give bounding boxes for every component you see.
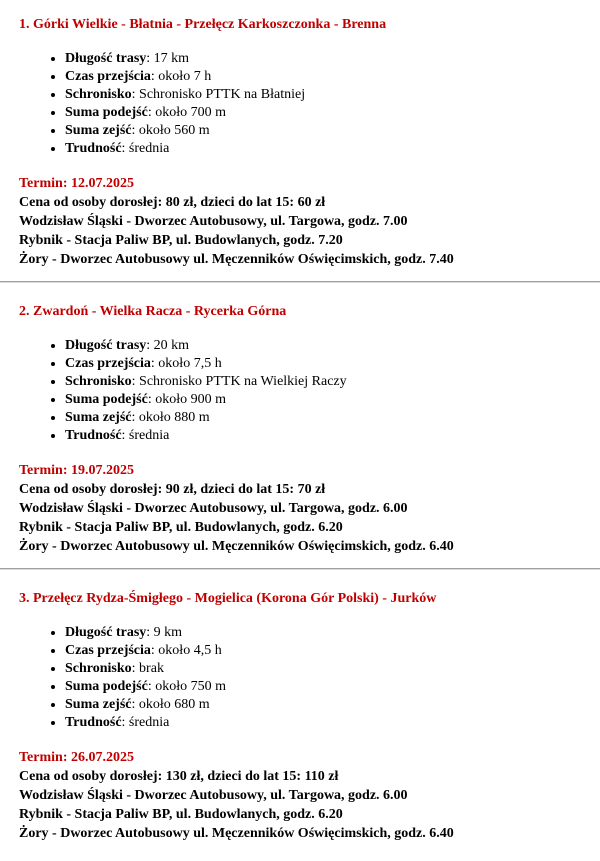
detail-item: [65, 86, 600, 104]
detail-item: [65, 714, 600, 732]
detail-label: Schronisko: [65, 661, 132, 676]
trip-info: [19, 445, 600, 568]
detail-item: [65, 409, 600, 427]
detail-label: Trudność: [65, 141, 122, 156]
detail-value: : około 900 m: [147, 392, 227, 407]
departure-point: Żory - Dworzec Autobusowy ul. Męczenników Oświęcimskich, godz. 6.40: [19, 826, 454, 841]
trip-date: Termin: 26.07.2025: [19, 750, 134, 765]
trip-title: 2. Zwardoń - Wielka Racza - Rycerka Górna: [19, 304, 287, 319]
trip-details-list: [19, 50, 600, 158]
departure-point: Rybnik - Stacja Paliw BP, ul. Budowlanych, godz. 7.20: [19, 233, 343, 248]
departure-point: Wodzisław Śląski - Dworzec Autobusowy, ul. Targowa, godz. 7.00: [19, 214, 408, 229]
detail-label: Suma zejść: [65, 123, 132, 138]
detail-value: : około 4,5 h: [150, 643, 222, 658]
detail-item: [65, 355, 600, 373]
departure-point: Rybnik - Stacja Paliw BP, ul. Budowlanych, godz. 6.20: [19, 807, 343, 822]
detail-label: Suma zejść: [65, 697, 132, 712]
detail-value: : około 7,5 h: [150, 356, 222, 371]
trip-info: [19, 732, 600, 855]
detail-item: [65, 373, 600, 391]
detail-value: : średnia: [121, 715, 170, 730]
departure-point: Żory - Dworzec Autobusowy ul. Męczenników Oświęcimskich, godz. 7.40: [19, 252, 454, 267]
detail-item: [65, 678, 600, 696]
detail-label: Suma podejść: [65, 392, 148, 407]
detail-value: : około 700 m: [147, 105, 227, 120]
trip-title: 1. Górki Wielkie - Błatnia - Przełęcz Karkoszczonka - Brenna: [19, 17, 387, 32]
trip-section: [0, 283, 600, 568]
departure-point: Wodzisław Śląski - Dworzec Autobusowy, ul. Targowa, godz. 6.00: [19, 501, 408, 516]
detail-label: Czas przejścia: [65, 356, 151, 371]
trip-info: [19, 158, 600, 281]
trip-section: [0, 0, 600, 281]
detail-label: Schronisko: [65, 374, 132, 389]
detail-label: Suma podejść: [65, 105, 148, 120]
detail-label: Trudność: [65, 428, 122, 443]
detail-value: : 9 km: [146, 625, 183, 640]
departure-point: Żory - Dworzec Autobusowy ul. Męczenników Oświęcimskich, godz. 6.40: [19, 539, 454, 554]
detail-item: [65, 68, 600, 86]
detail-value: : około 7 h: [150, 69, 212, 84]
detail-label: Czas przejścia: [65, 643, 151, 658]
trip-price: Cena od osoby dorosłej: 130 zł, dzieci do lat 15: 110 zł: [19, 769, 339, 784]
detail-label: Długość trasy: [65, 338, 147, 353]
trip-date: Termin: 12.07.2025: [19, 176, 134, 191]
detail-item: [65, 337, 600, 355]
detail-label: Czas przejścia: [65, 69, 151, 84]
detail-item: [65, 660, 600, 678]
detail-label: Trudność: [65, 715, 122, 730]
trip-date: Termin: 19.07.2025: [19, 463, 134, 478]
departure-point: Wodzisław Śląski - Dworzec Autobusowy, ul. Targowa, godz. 6.00: [19, 788, 408, 803]
detail-label: Długość trasy: [65, 51, 147, 66]
detail-value: : około 750 m: [147, 679, 227, 694]
detail-value: : 17 km: [146, 51, 190, 66]
trip-details-list: [19, 337, 600, 445]
departure-point: Rybnik - Stacja Paliw BP, ul. Budowlanych, godz. 6.20: [19, 520, 343, 535]
detail-item: [65, 427, 600, 445]
detail-value: : około 680 m: [131, 697, 210, 712]
detail-item: [65, 391, 600, 409]
detail-item: [65, 104, 600, 122]
detail-value: : około 880 m: [131, 410, 210, 425]
detail-value: : Schronisko PTTK na Wielkiej Raczy: [131, 374, 347, 389]
detail-item: [65, 624, 600, 642]
detail-value: : średnia: [121, 141, 170, 156]
detail-label: Suma zejść: [65, 410, 132, 425]
detail-item: [65, 642, 600, 660]
trip-title: 3. Przełęcz Rydza-Śmigłego - Mogielica (Korona Gór Polski) - Jurków: [19, 591, 437, 606]
trip-section: [0, 570, 600, 855]
trip-details-list: [19, 624, 600, 732]
detail-value: : 20 km: [146, 338, 190, 353]
detail-label: Suma podejść: [65, 679, 148, 694]
detail-value: : brak: [131, 661, 164, 676]
detail-item: [65, 140, 600, 158]
trip-price: Cena od osoby dorosłej: 80 zł, dzieci do lat 15: 60 zł: [19, 195, 326, 210]
detail-item: [65, 696, 600, 714]
detail-item: [65, 50, 600, 68]
detail-value: : Schronisko PTTK na Błatniej: [131, 87, 306, 102]
detail-item: [65, 122, 600, 140]
detail-value: : około 560 m: [131, 123, 210, 138]
trip-price: Cena od osoby dorosłej: 90 zł, dzieci do lat 15: 70 zł: [19, 482, 326, 497]
detail-label: Schronisko: [65, 87, 132, 102]
detail-label: Długość trasy: [65, 625, 147, 640]
detail-value: : średnia: [121, 428, 170, 443]
